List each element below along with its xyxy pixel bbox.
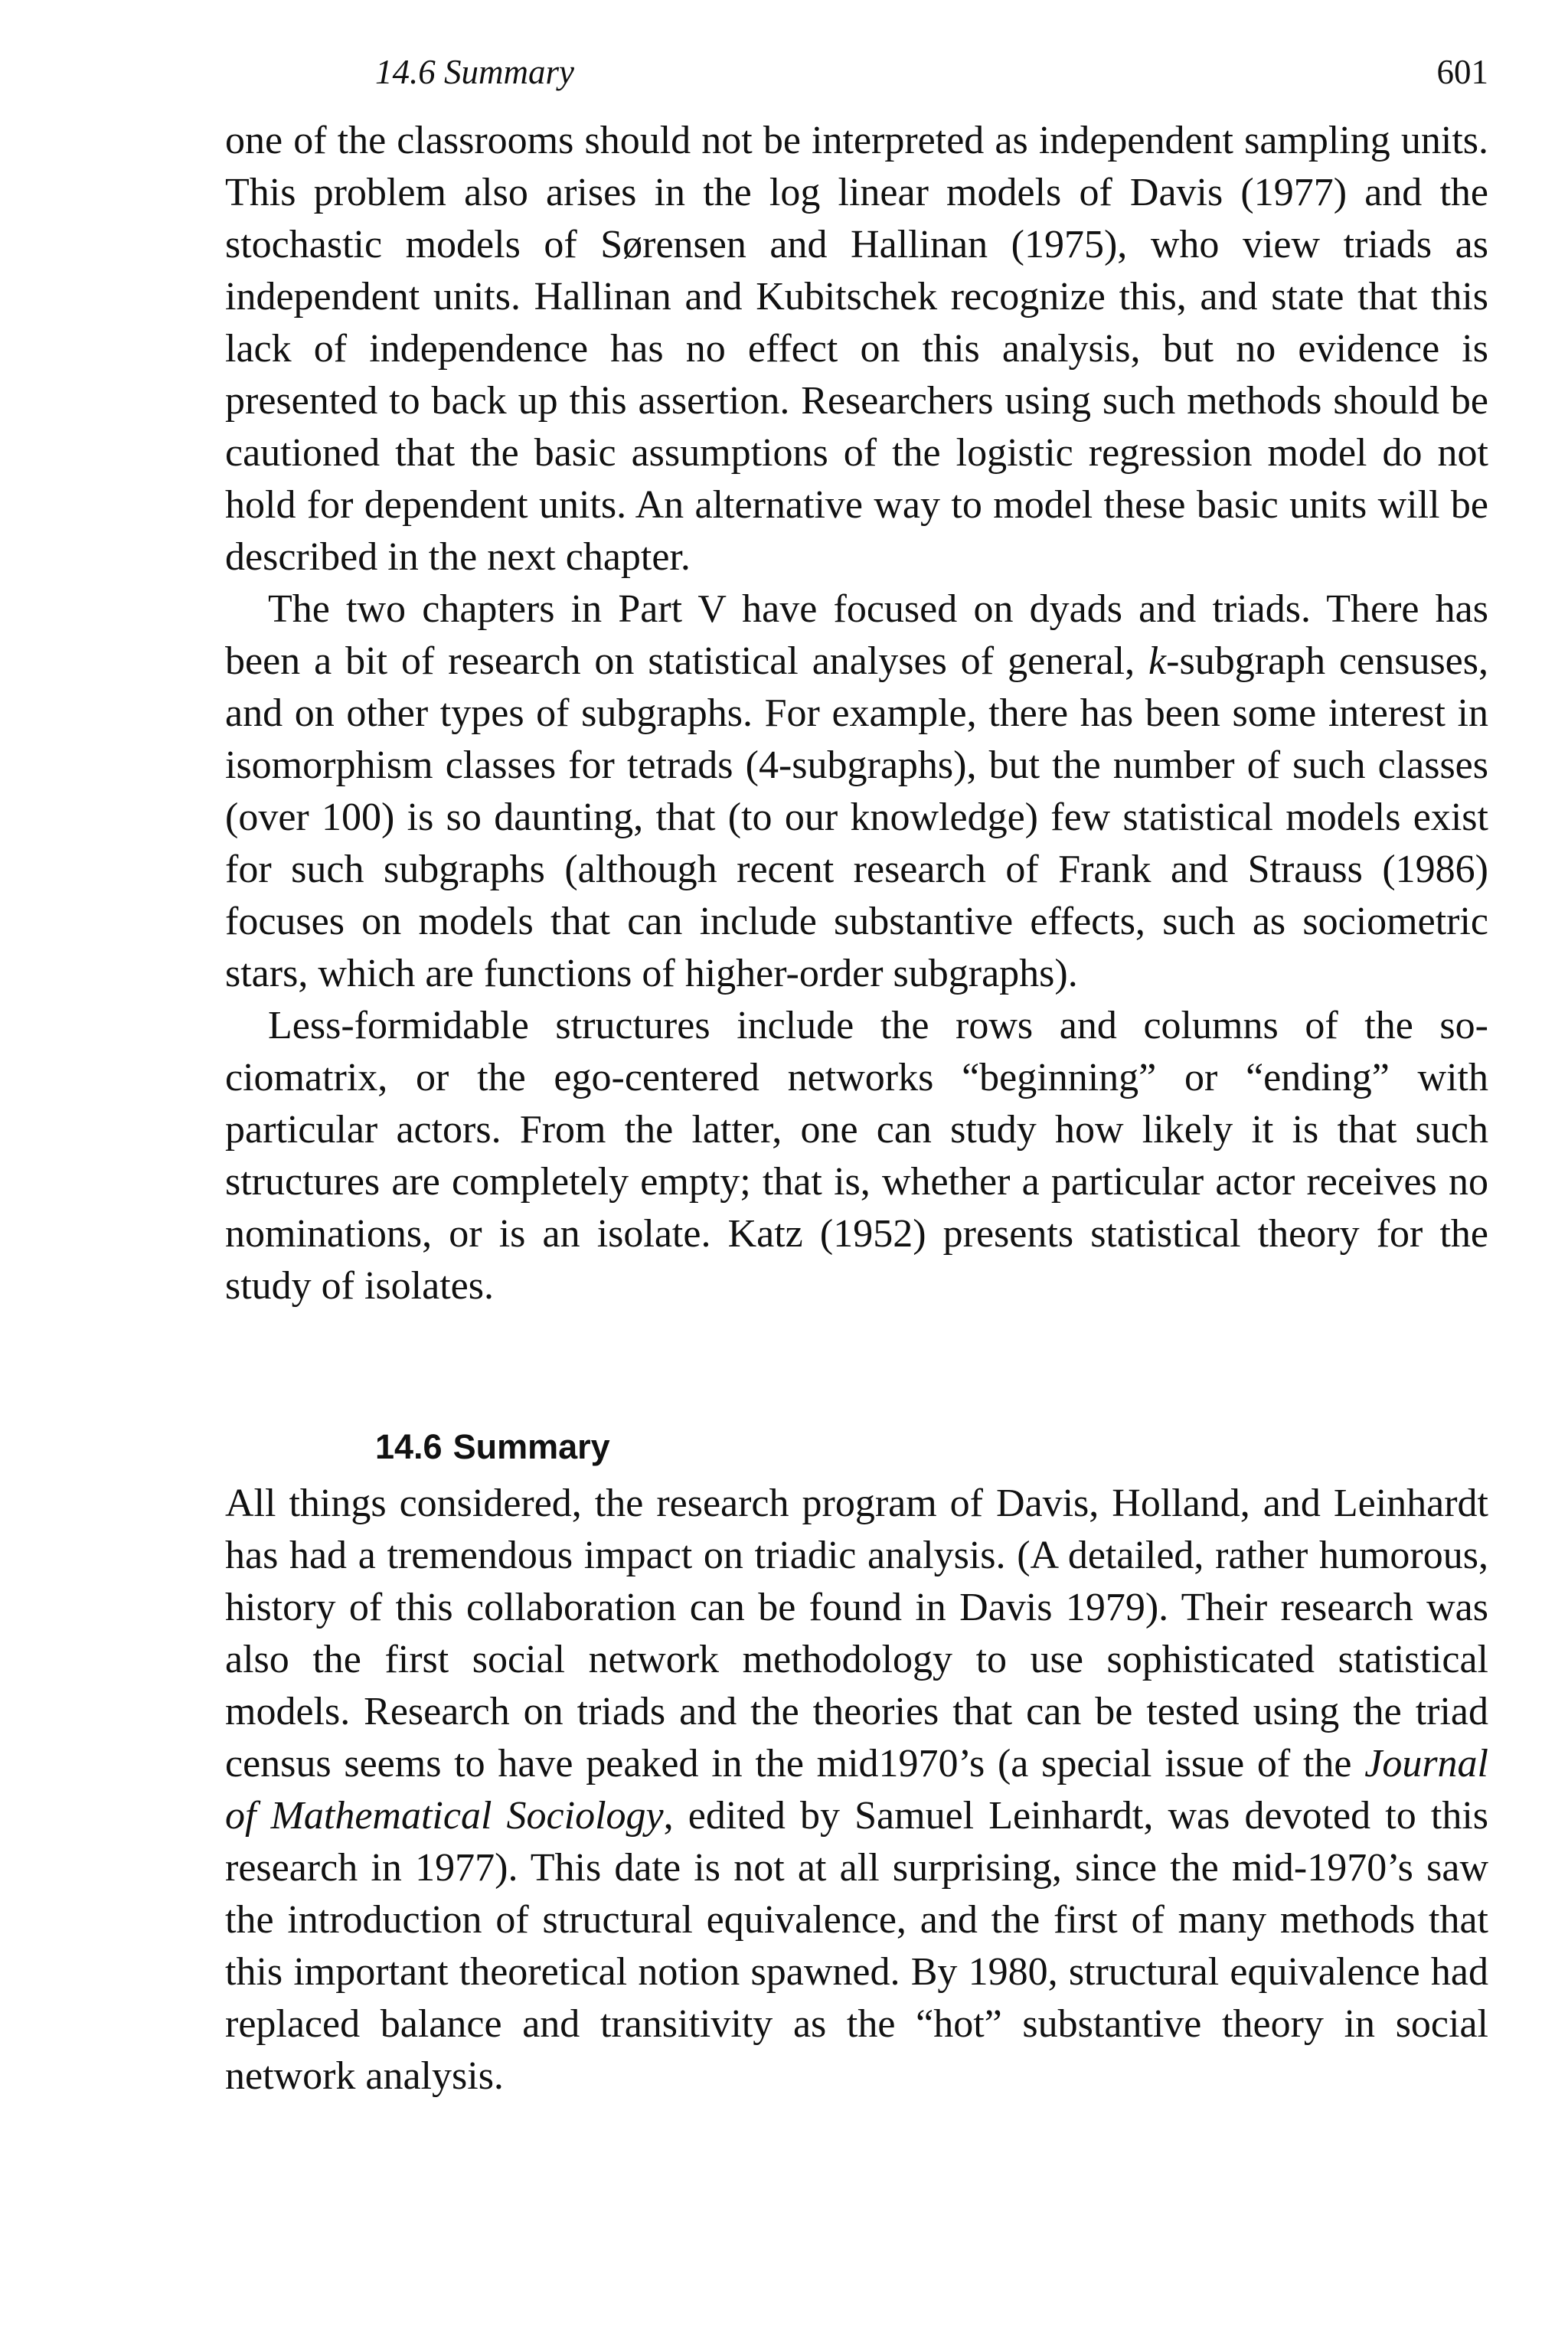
running-head-section: 14.6 Summary — [375, 53, 574, 91]
paragraph-subgraphs-text-b: -subgraph censuses, and on other types of subgraphs. For example, there has been some interest in isomorphism classes for tetrads (4-subgraphs), but the number of such classes (over 100) is so daunting, that (to our knowledge) few statistical models exist for such subgraphs (although recent research of Frank and Strauss (1986) focuses on models that can include substantive effects, such as sociometric stars, which are functions of higher-order subgraphs). — [225, 639, 1488, 995]
section-heading — [375, 1424, 1488, 1470]
paragraph-continued: one of the classrooms should not be interpreted as independent sampling units. This problem also arises in the log linear models of Davis (1977) and the stochastic models of Sørensen and Hallinan (1975), who view triads as independent units. Hallinan and Kubitschek recognize this, and state that this lack of independence has no effect on this analysis, but no evidence is presented to back up this assertion. Researchers using such methods should be cautioned that the basic assumptions of the logistic regression model do not hold for dependent units. An alternative way to model these basic units will be described in the next chapter. — [225, 119, 1488, 579]
summary-paragraph — [225, 1478, 1488, 2102]
summary-text-b: , edited by Samuel Leinhardt, was devoted to this research in 1977). This date is not at all surprising, since the mid-1970’s saw the introduction of structural equivalence, and the first of many methods that this important theoretical notion spawned. By 1980, structural equivalence had replaced balance and transitivity as the “hot” substantive theory in social network analysis. — [225, 1794, 1489, 2098]
book-page — [225, 46, 1488, 2102]
running-head — [225, 46, 1488, 100]
journal-title: Journal of Mathematical Sociology — [225, 1742, 1488, 1838]
section-number: 14.6 — [375, 1427, 443, 1466]
paragraph-isolates: Less-formidable structures include the rows and columns of the sociomatrix, or the ego-centered networks “beginning” or “ending” with particular actors. From the latter, one can study how likely it is that such structures are completely empty; that is, whether a particular actor receives no nominations, or is an isolate. Katz (1952) presents statistical theory for the study of isolates. — [225, 1004, 1488, 1308]
summary-text-a: All things considered, the research program of Davis, Holland, and Leinhardt has had a tremendous impact on triadic analysis. (A detailed, rather humorous, history of this collaboration can be found in Davis 1979). Their research was also the first social network methodology to use sophisticated statistical models. Research on triads and the theories that can be tested using the triad census seems to have peaked in the mid1970’s (a special issue of the — [225, 1482, 1488, 1785]
k-variable: k — [1148, 639, 1167, 683]
paragraph-subgraphs-text-a: The two chapters in Part V have focused on dyads and triads. There has been a bit of research on statistical analyses of general, — [225, 587, 1488, 683]
paragraph-subgraphs — [225, 583, 1488, 1000]
page-number: 601 — [1436, 53, 1488, 91]
section-title: Summary — [452, 1427, 610, 1466]
